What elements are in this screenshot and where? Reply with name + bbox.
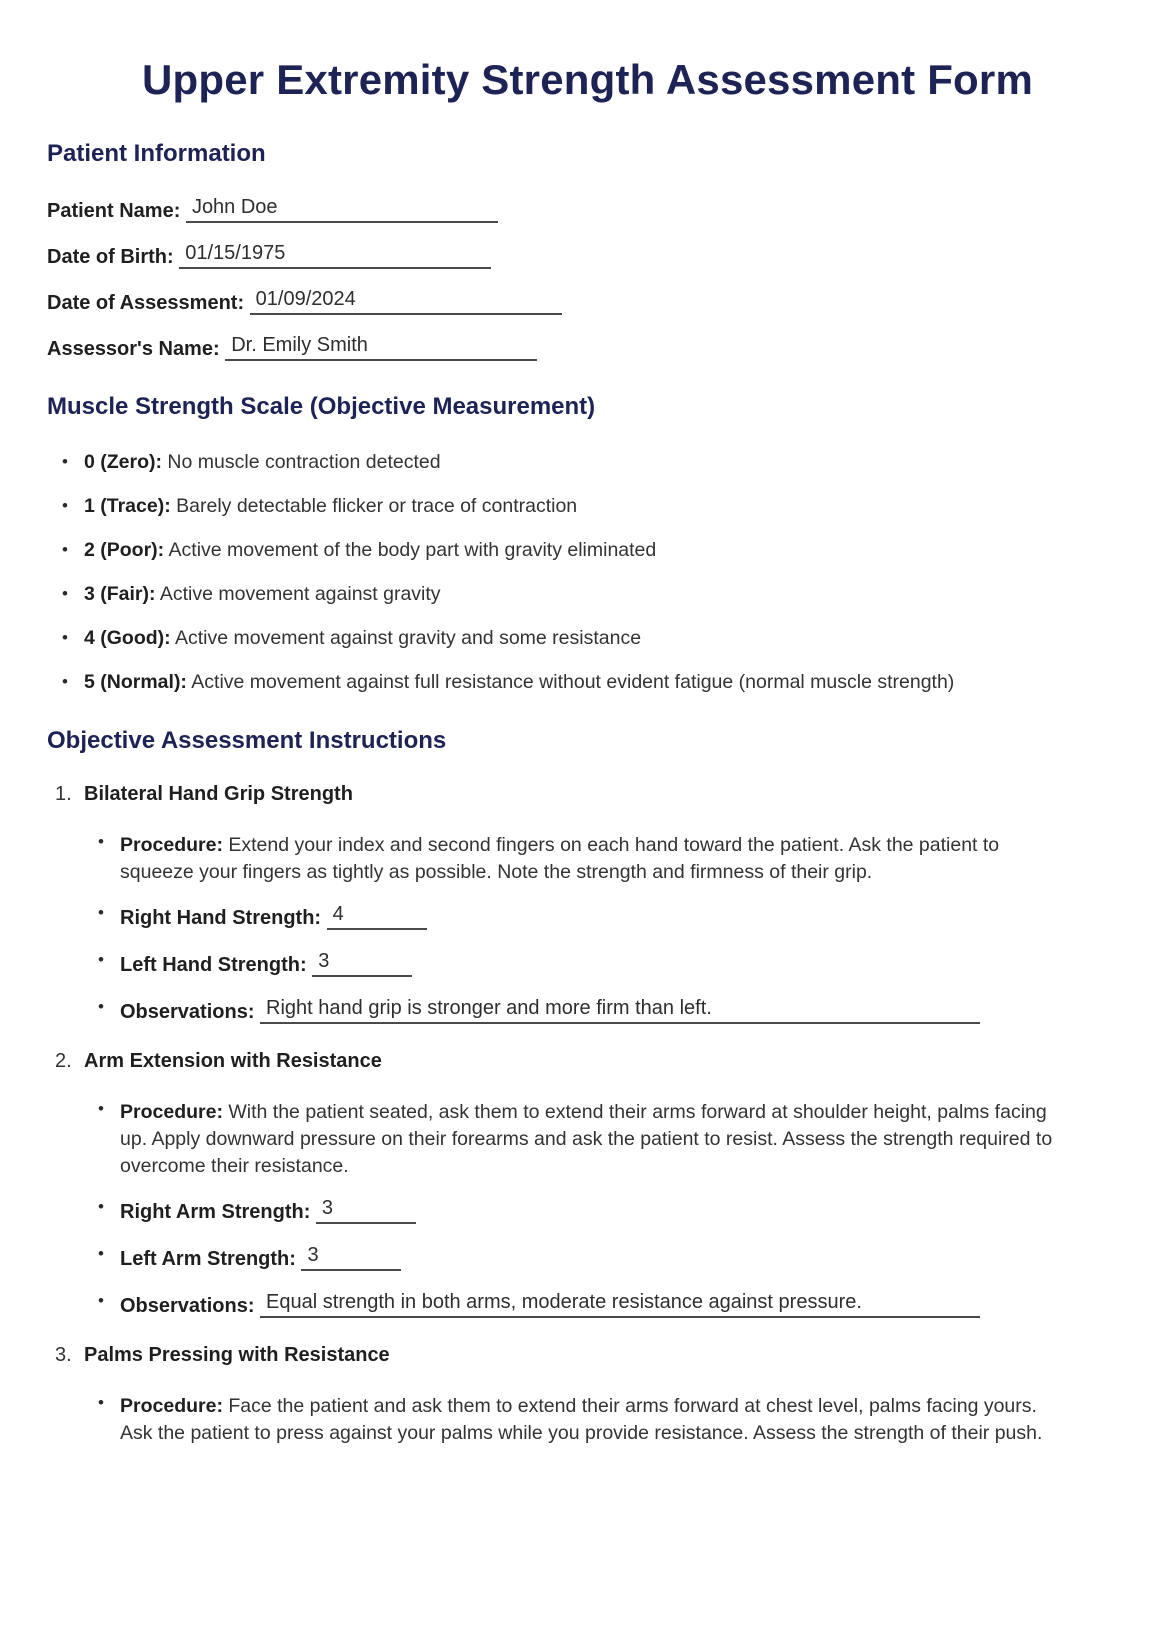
measurement-item: [98, 1244, 1128, 1271]
measurement-item: [98, 1197, 1128, 1224]
measurement-item: [98, 950, 1128, 977]
observations-label: Observations:: [120, 1295, 255, 1317]
scale-desc: Active movement of the body part with gravity eliminated: [168, 539, 657, 561]
scale-item-3: [62, 581, 1128, 607]
bullet-icon: •: [98, 1099, 104, 1118]
patient-info-section: [47, 196, 1128, 361]
field-row-date-of-assessment: [47, 288, 1128, 315]
right-arm-strength-field[interactable]: 3: [316, 1197, 416, 1224]
patient-name-label: Patient Name:: [47, 200, 181, 222]
scale-term: 2 (Poor):: [84, 539, 165, 561]
scale-desc: Active movement against full resistance without evident fatigue (normal muscle strength): [191, 671, 955, 693]
procedure-label: Procedure:: [120, 1395, 223, 1417]
observations-label: Observations:: [120, 1001, 255, 1023]
section-2-title-row: [47, 1050, 1128, 1073]
section-1-title-row: [47, 783, 1128, 806]
date-of-assessment-field[interactable]: 01/09/2024: [250, 288, 562, 315]
procedure-text: With the patient seated, ask them to extend their arms forward at shoulder height, palms facing up. Apply downward pressure on their forearms and ask the patient to resist. Assess the strength required to overcome their resistance.: [120, 1101, 1053, 1177]
scale-term: 5 (Normal):: [84, 671, 187, 693]
procedure-label: Procedure:: [120, 1101, 223, 1123]
bullet-icon: •: [62, 672, 68, 691]
date-of-birth-label: Date of Birth:: [47, 246, 174, 268]
instruction-section-1: [47, 783, 1128, 1024]
scale-term: 4 (Good):: [84, 627, 171, 649]
section-title: Arm Extension with Resistance: [84, 1050, 382, 1072]
field-row-patient-name: [47, 196, 1128, 223]
procedure-item: [98, 1393, 1128, 1447]
section-title: Bilateral Hand Grip Strength: [84, 783, 353, 805]
scale-term: 0 (Zero):: [84, 451, 162, 473]
right-arm-strength-label: Right Arm Strength:: [120, 1201, 311, 1223]
scale-item-0: [62, 449, 1128, 475]
bullet-icon: •: [98, 1291, 104, 1310]
scale-term: 3 (Fair):: [84, 583, 156, 605]
section-title: Palms Pressing with Resistance: [84, 1344, 390, 1366]
scale-desc: No muscle contraction detected: [167, 451, 441, 473]
scale-desc: Active movement against gravity and some resistance: [175, 627, 642, 649]
bullet-icon: •: [62, 628, 68, 647]
observations-field[interactable]: Right hand grip is stronger and more firm than left.: [260, 997, 980, 1024]
bullet-icon: •: [62, 584, 68, 603]
bullet-icon: •: [62, 496, 68, 515]
bullet-icon: •: [62, 540, 68, 559]
left-arm-strength-field[interactable]: 3: [301, 1244, 401, 1271]
section-number: 3.: [55, 1344, 72, 1366]
instructions-heading: Objective Assessment Instructions: [47, 727, 447, 754]
scale-desc: Barely detectable flicker or trace of contraction: [176, 495, 578, 517]
section-3-title-row: [47, 1344, 1128, 1367]
bullet-icon: •: [98, 997, 104, 1016]
bullet-icon: •: [62, 452, 68, 471]
procedure-label: Procedure:: [120, 834, 223, 856]
bullet-icon: •: [98, 1197, 104, 1216]
observations-item: [98, 1291, 1128, 1318]
procedure-text: Extend your index and second fingers on each hand toward the patient. Ask the patient to squeeze your fingers as tightly as possible. Note the strength and firmness of their grip.: [120, 834, 1000, 883]
bullet-icon: •: [98, 903, 104, 922]
scale-term: 1 (Trace):: [84, 495, 171, 517]
assessor-name-field[interactable]: Dr. Emily Smith: [225, 334, 537, 361]
field-row-assessor-name: [47, 334, 1128, 361]
strength-scale-list: [62, 449, 1128, 695]
bullet-icon: •: [98, 1393, 104, 1412]
left-hand-strength-field[interactable]: 3: [312, 950, 412, 977]
right-hand-strength-label: Right Hand Strength:: [120, 907, 322, 929]
section-number: 1.: [55, 783, 72, 805]
field-row-date-of-birth: [47, 242, 1128, 269]
section-number: 2.: [55, 1050, 72, 1072]
scale-item-5: [62, 669, 1128, 695]
observations-field[interactable]: Equal strength in both arms, moderate resistance against pressure.: [260, 1291, 980, 1318]
page-title: Upper Extremity Strength Assessment Form: [141, 56, 1033, 103]
scale-item-1: [62, 493, 1128, 519]
patient-name-field[interactable]: John Doe: [186, 196, 498, 223]
patient-info-heading: Patient Information: [47, 140, 266, 167]
instruction-section-3: [47, 1344, 1128, 1447]
assessor-name-label: Assessor's Name:: [47, 338, 220, 360]
scale-heading: Muscle Strength Scale (Objective Measurement): [47, 393, 596, 420]
scale-desc: Active movement against gravity: [159, 583, 441, 605]
scale-item-2: [62, 537, 1128, 563]
measurement-item: [98, 903, 1128, 930]
bullet-icon: •: [98, 950, 104, 969]
date-of-birth-field[interactable]: 01/15/1975: [179, 242, 491, 269]
instruction-section-2: [47, 1050, 1128, 1318]
date-of-assessment-label: Date of Assessment:: [47, 292, 245, 314]
procedure-text: Face the patient and ask them to extend their arms forward at chest level, palms facing yours. Ask the patient to press against your palms while you provide resistance. Assess the strength of their push.: [120, 1395, 1043, 1444]
right-hand-strength-field[interactable]: 4: [327, 903, 427, 930]
observations-item: [98, 997, 1128, 1024]
left-hand-strength-label: Left Hand Strength:: [120, 954, 307, 976]
procedure-item: [98, 1099, 1128, 1180]
bullet-icon: •: [98, 1244, 104, 1263]
left-arm-strength-label: Left Arm Strength:: [120, 1248, 296, 1270]
scale-item-4: [62, 625, 1128, 651]
procedure-item: [98, 832, 1128, 886]
bullet-icon: •: [98, 832, 104, 851]
